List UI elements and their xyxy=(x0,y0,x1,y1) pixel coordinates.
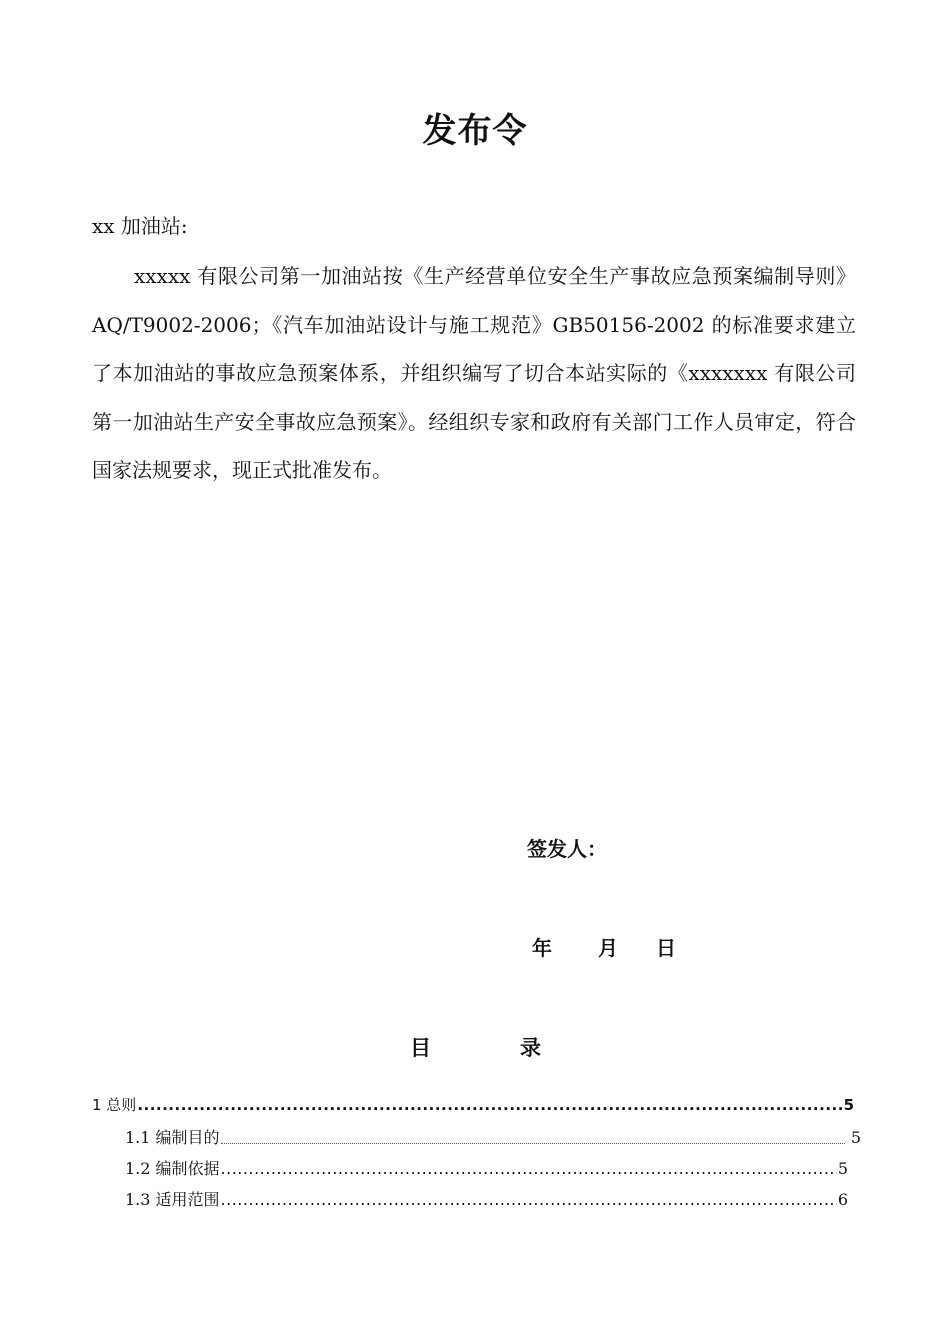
toc-entry-label: 1.3 适用范围 xyxy=(125,1190,220,1209)
toc-entry-1-1[interactable] xyxy=(125,1125,861,1148)
toc-entry-page: 5 xyxy=(837,1159,848,1178)
toc-entry-1-3[interactable] xyxy=(125,1187,848,1210)
page-title: 发布令 xyxy=(422,111,528,151)
toc-title-part1: 目 xyxy=(410,1035,431,1060)
toc-leader-dots xyxy=(221,1129,845,1144)
toc-entry-label: 1.2 编制依据 xyxy=(125,1159,220,1178)
toc-entry-label: 1 总则 xyxy=(92,1096,137,1114)
toc-entry-page: 5 xyxy=(843,1096,854,1114)
body-paragraph: xxxxx 有限公司第一加油站按《生产经营单位安全生产事故应急预案编制导则》AQ/T9002-2006；《汽车加油站设计与施工规范》GB50156-2002 的标准要求建立了本加油站的事故应急预案体系，并组织编写了切合本站实际的《xxxxxxx 有限公司第一加油站生产安全事故应急预案》。经组织专家和政府有关部门工作人员审定，符合国家法规要求，现正式批准发布。 xyxy=(92,264,856,482)
toc-leader-dots xyxy=(221,1190,837,1209)
salutation: xx 加油站: xyxy=(92,214,188,238)
toc-title xyxy=(410,1032,541,1062)
signer-label: 签发人： xyxy=(527,837,607,861)
toc-entry-page: 5 xyxy=(850,1128,861,1147)
date-day-label: 日 xyxy=(656,936,676,960)
toc-leader-dots xyxy=(221,1159,837,1178)
toc-leader-dots xyxy=(137,1096,842,1114)
toc-title-part2: 录 xyxy=(520,1035,541,1060)
toc-entry-label: 1.1 编制目的 xyxy=(125,1128,220,1147)
date-month-label: 月 xyxy=(598,936,618,960)
toc-entry-1-2[interactable] xyxy=(125,1156,848,1179)
date-year-label: 年 xyxy=(532,936,552,960)
toc-entry-1[interactable] xyxy=(92,1094,854,1115)
date-line xyxy=(532,932,676,961)
toc-entry-page: 6 xyxy=(837,1190,848,1209)
